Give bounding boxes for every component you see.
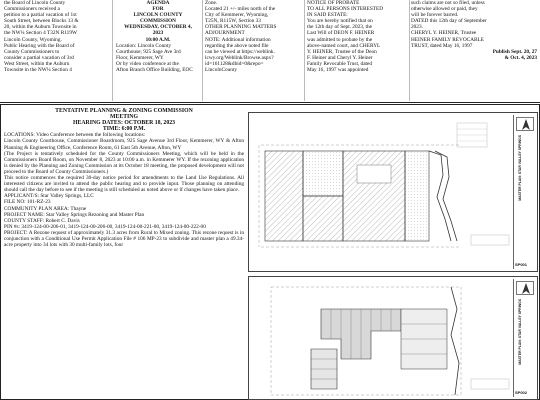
publish-dates-line: Publish Sept. 20, 27 xyxy=(492,48,537,55)
text-line: T25N, R115W, Section 33 xyxy=(205,18,261,25)
agenda-heading-line: LINCOLN COUNTY xyxy=(133,12,183,19)
notice-paragraph: PROJECT NAME: Star Valley Springs Rezoning and Master Plan xyxy=(4,211,145,218)
site-plan-graphic xyxy=(251,115,517,271)
notice-paragraph: COUNTY STAFF: Robert C. Davis xyxy=(4,217,80,224)
notice-paragraph: Lincoln County Courthouse, Commissioner Boardroom, 925 Sage Avenue 3rd Floor, Kemmerer, WY & Afton Planning & Engineering Office, Conference Room, 61 East 5th Avenue, Afton, WY xyxy=(4,138,244,151)
text-line: Last Will of DEON F. HEINER xyxy=(307,30,375,37)
column-4 xyxy=(307,0,407,73)
text-line: the 12th day of Sept. 2023, the xyxy=(307,24,373,31)
text-line: NOTICE OF PROBATE xyxy=(307,0,360,6)
agenda-heading-line: WEDNESDAY, OCTOBER 4, xyxy=(124,24,192,31)
notice-heading-line: TIME: 6:00 P.M. xyxy=(102,126,146,133)
text-line: the NW¼ Section 4 T32N R119W xyxy=(4,30,77,37)
text-line: such claims are not so filed, unless xyxy=(411,0,485,6)
sheet-number: SP001 xyxy=(515,262,528,267)
text-line: Courthouse; 925 Sage Ave 3rd xyxy=(116,48,181,55)
text-line: OTHER PLANNING MATTERS xyxy=(205,24,277,31)
agenda-heading-line: FOR xyxy=(152,6,164,13)
text-line: You are hereby notified that on xyxy=(307,18,373,25)
notice-paragraph: LOCATIONS: Video Conference between the following locations: xyxy=(4,132,146,139)
notice-paragraph: (The Project is tentatively scheduled for the County Commissioners Meeting, which will be held in the Commissioners Board Room, on November 8, 2023 at 10:00 a.m. in Kemmerer WY. If the rezoning application is denied by the Planning and Zoning Commission at its October 18 meeting, the proposed development will not proceed to the Board of County Commissioners.) xyxy=(4,150,244,175)
text-line: F. Heiner and Cheryl Y. Heiner xyxy=(307,54,373,61)
notice-heading-line: HEARING DATES: OCTOBER 18, 2023 xyxy=(72,120,176,127)
text-line: Family Revocable Trust, dated xyxy=(307,60,373,67)
column-divider xyxy=(304,0,305,101)
text-line: lcwy.org/Weblink/Browse.aspx? xyxy=(205,54,274,61)
text-line: DATED this 12th day of September xyxy=(411,18,487,25)
text-line: otherwise allowed or paid, they xyxy=(411,6,478,13)
text-line: May 16, 1997 was appointed xyxy=(307,67,369,74)
lot-layout-graphic xyxy=(251,279,517,399)
column-3 xyxy=(205,0,301,73)
text-line: id=161128&dbid=0&repo= xyxy=(205,60,264,67)
text-line: Located 21 +/- miles north of the xyxy=(205,6,276,13)
agenda-heading-line: COMMISSION xyxy=(140,18,176,25)
text-line: LincolnCounty xyxy=(205,67,238,74)
text-line: Or by video conference at the xyxy=(116,60,179,67)
north-arrow-icon xyxy=(516,117,534,131)
notice-heading-line: MEETING xyxy=(109,114,139,121)
text-line: Y. HEINER, Trustee of the Deon xyxy=(307,48,377,55)
text-line: was admitted to probate by the xyxy=(307,36,373,43)
text-line: the Board of Lincoln County xyxy=(4,0,66,6)
publish-dates-line: & Oct. 4, 2023 xyxy=(504,54,537,61)
text-line: Lincoln County, Wyoming. xyxy=(4,36,62,43)
text-line: IN SAID ESTATE: xyxy=(307,12,348,19)
text-line: regarding the above noted file xyxy=(205,42,269,49)
notice-paragraph: APPLICANT/S: Star Valley Springs, LLC xyxy=(4,193,94,200)
text-line: will be forever barred. xyxy=(411,12,459,19)
text-line: above-named court, and CHERYL xyxy=(307,42,381,49)
title-block xyxy=(513,115,535,269)
text-line: County Commissioners to xyxy=(4,48,60,55)
zoning-notice xyxy=(4,108,244,248)
notice-heading-line: TENTATIVE PLANNING & ZONING COMMISSION xyxy=(55,108,193,114)
master-plan-drawing-2 xyxy=(248,276,538,400)
column-divider xyxy=(202,0,203,101)
text-line: Commissioners received a xyxy=(4,6,60,13)
sheet-number: SP002 xyxy=(515,390,528,395)
text-line: West Street, within the Auburn xyxy=(4,60,70,67)
text-line: TRUST, dated May 16, 1997 xyxy=(411,42,473,49)
agenda-heading-line: AGENDA xyxy=(146,0,170,6)
text-line: NOTE: Additional information xyxy=(205,36,271,43)
column-divider xyxy=(112,0,113,101)
text-line: HEINER FAMILY REVOCABLE xyxy=(411,36,485,43)
text-line: Public Hearing with the Board of xyxy=(4,42,75,49)
north-arrow-icon xyxy=(516,281,534,295)
text-line: 2023. xyxy=(411,24,423,31)
text-line: Floor, Kemmerer, WY xyxy=(116,54,164,61)
sheet-title: MASTER PLAN: STAR VALLEY SPRINGS xyxy=(518,135,522,201)
column-divider xyxy=(409,0,410,101)
sheet-title: MASTER PLAN: STAR VALLEY SPRINGS xyxy=(518,299,522,365)
text-line: Townsite in the NW¼ Section 4 xyxy=(4,67,72,74)
agenda-heading-line: 10:00 A.M. xyxy=(145,36,171,43)
notice-paragraph: PROJECT: A Rezone request of approximately 31.3 acres from Rural to Mixed zoning. This rezone request is in conjunction with a Conditional Use Permit Application File # 106 MP-23 to subdivide and master plan a 49.34-acre property into 34 lots with 30 multi-family lots, four xyxy=(4,229,244,249)
text-line: South Street, between Blocks 13 & xyxy=(4,18,79,25)
text-line: Location: Lincoln County xyxy=(116,42,172,49)
notice-paragraph: PIN #s: 3419-124-00-206-01, 3419-124-00-206-00, 3419-124-00-221-00, 3419-124-00-222-00 xyxy=(4,223,206,230)
notice-paragraph: FILE NO: 101-RZ-23 xyxy=(4,199,51,206)
text-line: ADJOURNMENT xyxy=(205,30,245,37)
text-line: CHERYL Y. HEINER, Trustee xyxy=(411,30,477,37)
notice-paragraph: COMMUNITY PLAN AREA: Thayne xyxy=(4,205,87,212)
column-1 xyxy=(4,0,110,73)
notice-paragraph: This notice commences the required 30-day notice period for amendments to the Land Use Regulations. All interested citizens are invited to attend the public hearing and to provide input. Those planning on attending should call the day before to see if the meeting is still scheduled as noted above or if changes have taken place. xyxy=(4,175,244,194)
text-line: can be viewed at https://weblink. xyxy=(205,48,275,55)
text-line: consider a partial vacation of 3rd xyxy=(4,54,74,61)
text-line: Zone. xyxy=(205,0,218,6)
column-2 xyxy=(116,0,200,73)
column-5 xyxy=(411,0,537,61)
title-block xyxy=(513,279,535,397)
text-line: Afton Branch Office Building, EOC xyxy=(116,67,193,74)
text-line: TO ALL PERSONS INTERESTED xyxy=(307,6,384,13)
master-plan-drawing-1 xyxy=(248,112,538,272)
section-rule xyxy=(0,102,540,103)
text-line: 20, within the Auburn Townsite in xyxy=(4,24,77,31)
text-line: petition to a partial vacation of 1st xyxy=(4,12,77,19)
text-line: City of Kemmerer, Wyoming, xyxy=(205,12,269,19)
agenda-heading-line: 2023 xyxy=(152,30,164,37)
